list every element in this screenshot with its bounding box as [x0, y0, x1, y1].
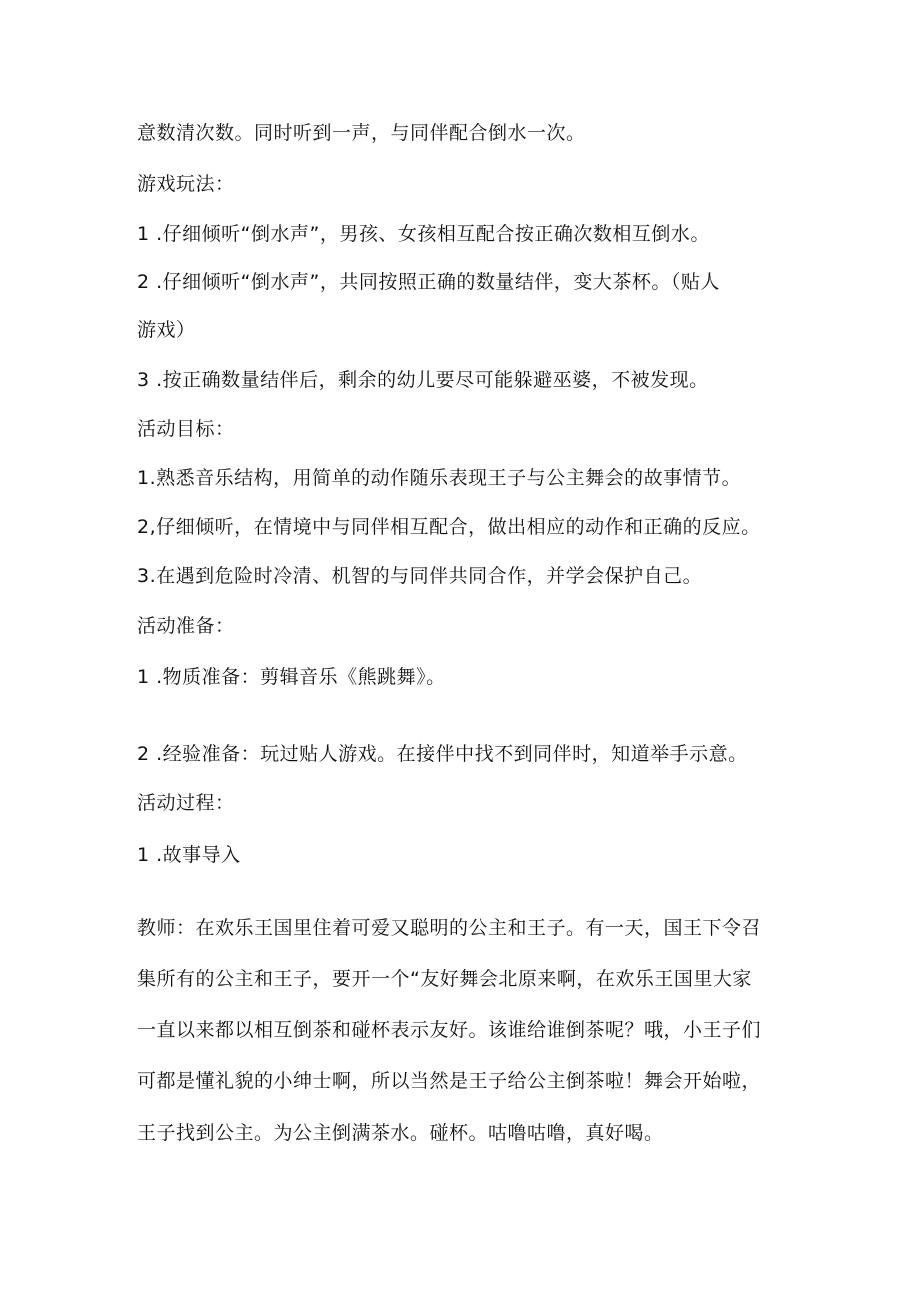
paragraph-line: 王子找到公主。为公主倒满茶水。碰杯。咕噜咕噜，真好喝。	[137, 1122, 664, 1144]
list-item: 1.熟悉音乐结构，用简单的动作随乐表现王子与公主舞会的故事情节。	[137, 467, 742, 489]
list-item: 3.在遇到危险时冷清、机智的与同伴共同合作，并学会保护自己。	[137, 565, 703, 587]
text-line: 游戏）	[137, 319, 196, 341]
paragraph-line: 一直以来都以相互倒茶和碰杯表示友好。该谁给谁倒茶呢？哦，小王子们	[137, 1019, 762, 1041]
list-item: 1 .仔细倾听“倒水声”，男孩、女孩相互配合按正确次数相互倒水。	[137, 223, 710, 245]
list-item: 2 .经验准备：玩过贴人游戏。在接伴中找不到同伴时，知道举手示意。	[137, 743, 748, 765]
paragraph-line: 可都是懂礼貌的小绅士啊，所以当然是王子给公主倒茶啦！舞会开始啦，	[137, 1070, 762, 1092]
section-heading-goals: 活动目标：	[137, 418, 235, 440]
text-line: 意数清次数。同时听到一声，与同伴配合倒水一次。	[137, 122, 586, 144]
list-item: 1 .故事导入	[137, 844, 241, 866]
section-heading-preparation: 活动准备：	[137, 615, 235, 637]
list-item: 3 .按正确数量结伴后，剩余的幼儿要尽可能躲避巫婆，不被发现。	[137, 369, 709, 391]
list-item: 1 .物质准备：剪辑音乐《熊跳舞》。	[137, 666, 446, 688]
paragraph-line: 集所有的公主和王子，要开一个“友好舞会北原来啊，在欢乐王国里大家	[137, 968, 752, 990]
paragraph-line: 教师：在欢乐王国里住着可爱又聪明的公主和王子。有一天，国王下令召	[137, 917, 762, 939]
list-item: 2,仔细倾听，在情境中与同伴相互配合，做出相应的动作和正确的反应。	[137, 516, 761, 538]
list-item: 2 .仔细倾听“倒水声”，共同按照正确的数量结伴，变大茶杯。（贴人	[137, 271, 720, 293]
section-heading-game-rules: 游戏玩法：	[137, 173, 235, 195]
section-heading-process: 活动过程：	[137, 792, 235, 814]
